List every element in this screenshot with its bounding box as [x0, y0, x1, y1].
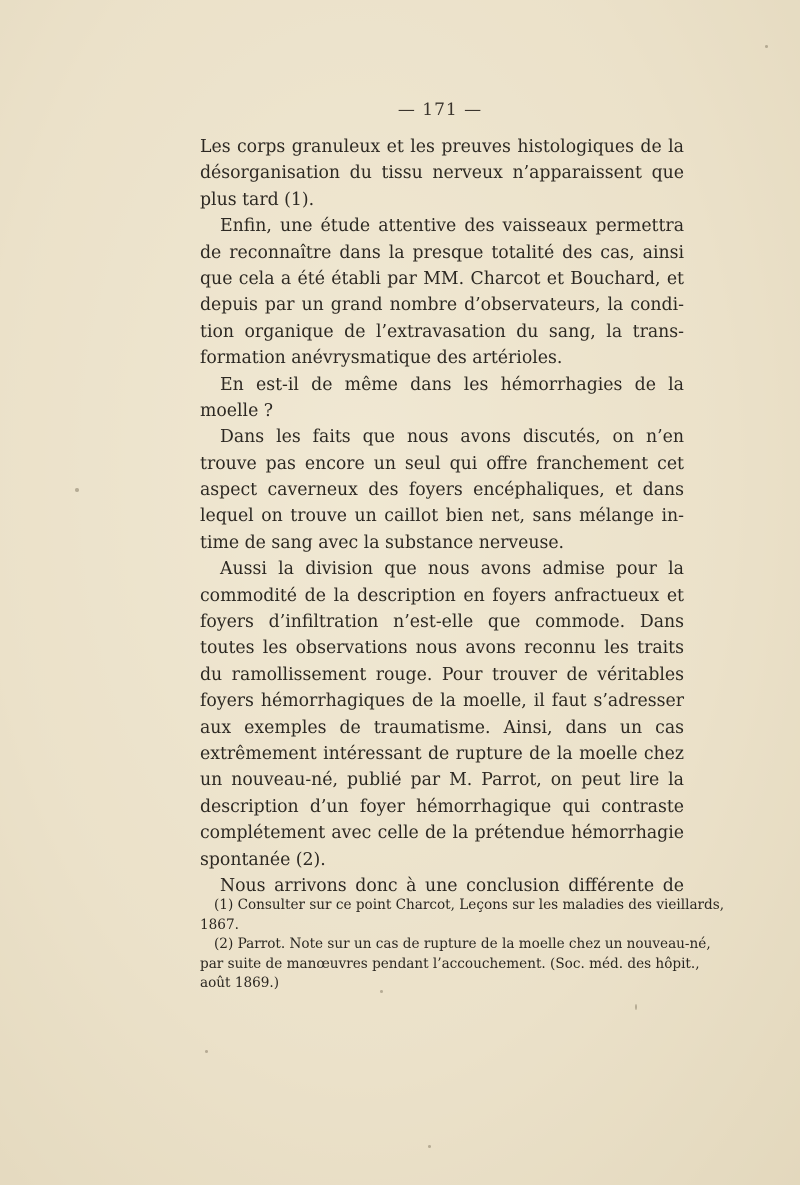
text-line: de reconnaître dans la presque totalité des cas, ainsi [200, 242, 684, 263]
text-line: tion organique de l’extravasation du sang, la trans- [200, 321, 684, 342]
paper-speck [428, 1145, 431, 1148]
footnote-line: 1867. [200, 916, 239, 933]
text-line: commodité de la description en foyers anfractueux et [200, 585, 684, 606]
text-line: time de sang avec la substance nerveuse. [200, 532, 565, 553]
page-number: — 171 — [397, 100, 483, 120]
text-line: spontanée (2). [200, 849, 326, 870]
text-line: Aussi la division que nous avons admise pour la [220, 559, 684, 580]
footnote [200, 935, 711, 994]
paragraph [200, 134, 684, 213]
footnote-line: août 1869.) [200, 975, 280, 991]
text-line: trouve pas encore un seul qui offre franchement cet [200, 453, 684, 474]
paragraph [200, 213, 684, 371]
footnote-line: par suite de manœuvres pendant l’accouchement. (Soc. méd. des hôpit., [200, 955, 700, 972]
text-line: complétement avec celle de la prétendue hémorrhagie [200, 823, 684, 844]
text-line: un nouveau-né, publié par M. Parrot, on peut lire la [200, 770, 684, 791]
text-line: extrêmement intéressant de rupture de la moelle chez [200, 743, 684, 764]
footnote-line: (2) Parrot. Note sur un cas de rupture de la moelle chez un nouveau-né, [214, 936, 711, 952]
text-line: Dans les faits que nous avons discutés, on n’en [220, 427, 684, 448]
text-line: plus tard (1). [200, 189, 315, 210]
paragraph [200, 556, 684, 873]
paragraph [200, 424, 684, 556]
main-text [200, 134, 684, 899]
text-line: foyers hémorrhagiques de la moelle, il faut s’adresser [200, 691, 684, 712]
text-line: du ramollissement rouge. Pour trouver de véritables [200, 664, 684, 685]
paper-speck [765, 45, 768, 48]
text-line: désorganisation du tissu nerveux n’apparaissent que [200, 163, 684, 184]
text-line: aspect caverneux des foyers encéphaliques, et dans [200, 480, 684, 501]
paper-speck [75, 488, 79, 492]
footnote [200, 896, 725, 935]
text-line: depuis par un grand nombre d’observateurs, la condi- [200, 295, 684, 316]
text-line: foyers d’infiltration n’est-elle que commode. Dans [200, 612, 684, 633]
paper-speck [205, 1050, 208, 1053]
text-line: En est-il de même dans les hémorrhagies de la [220, 374, 684, 395]
text-line: formation anévrysmatique des artérioles. [200, 348, 563, 369]
text-line: aux exemples de traumatisme. Ainsi, dans un cas [200, 717, 684, 738]
text-line: description d’un foyer hémorrhagique qui contraste [200, 796, 684, 817]
text-line: que cela a été établi par MM. Charcot et Bouchard, et [200, 268, 684, 289]
text-line: toutes les observations nous avons reconnu les traits [200, 638, 684, 659]
text-line: lequel on trouve un caillot bien net, sans mélange in- [200, 506, 684, 527]
paper-speck [635, 1004, 637, 1010]
text-line: Nous arrivons donc à une conclusion différente de [220, 875, 684, 896]
text-line: Les corps granuleux et les preuves histologiques de la [200, 137, 684, 157]
paragraph [200, 372, 684, 425]
footnote-line: (1) Consulter sur ce point Charcot, Leçons sur les maladies des vieillards, [214, 897, 725, 913]
text-line: moelle ? [200, 400, 274, 421]
footnotes [200, 896, 725, 994]
paper-speck [380, 990, 383, 993]
text-line: Enfin, une étude attentive des vaisseaux permettra [220, 216, 684, 237]
